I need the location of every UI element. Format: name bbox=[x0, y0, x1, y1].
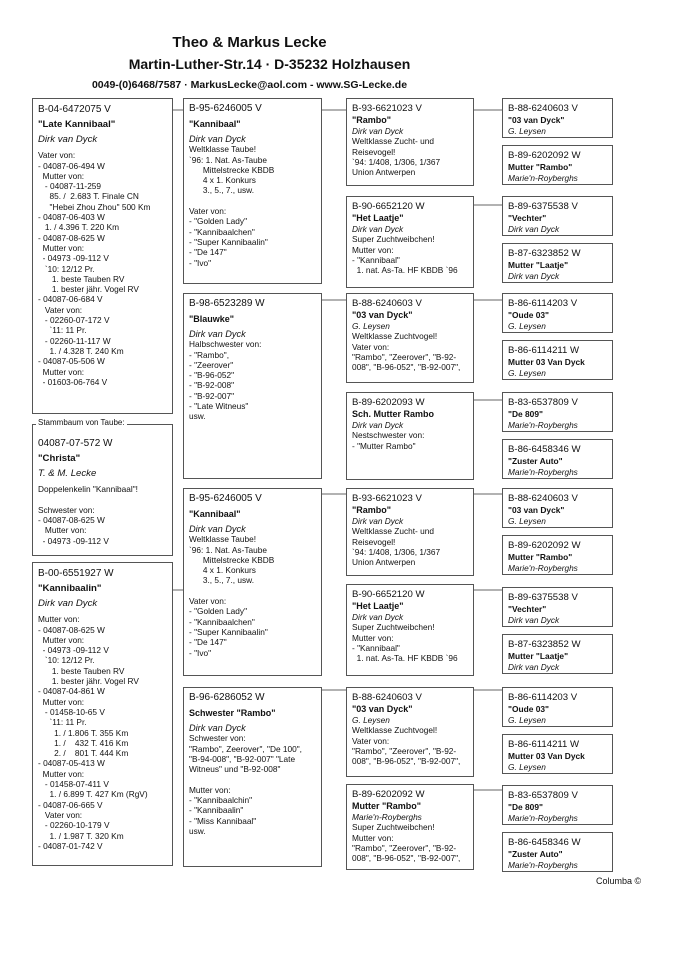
ring-number: B-04-6472075 V bbox=[38, 104, 111, 115]
ring-number: B-98-6523289 W bbox=[189, 298, 265, 309]
great-grandparent-box bbox=[346, 98, 474, 186]
ancestor-box bbox=[502, 587, 613, 627]
breeder: Marie'n-Royberghs bbox=[508, 860, 578, 870]
dam-sire-box bbox=[183, 488, 322, 676]
breeder: Dirk van Dyck bbox=[352, 516, 404, 526]
breeder: Dirk van Dyck bbox=[508, 224, 560, 234]
breeder: Marie'n-Royberghs bbox=[508, 813, 578, 823]
sire-dam-box bbox=[183, 293, 322, 479]
details: Halbschwester von: - "Rambo", - "Zeerover" - "B-96-052" - "B-92-008" - "B-92-007" - "Late Witneus" usw. bbox=[189, 339, 262, 422]
great-grandparent-box bbox=[346, 196, 474, 288]
breeder: G. Leysen bbox=[352, 715, 390, 725]
pigeon-name: Mutter 03 Van Dyck bbox=[508, 751, 585, 761]
ring-number: B-86-6114203 V bbox=[508, 692, 578, 703]
ring-number: B-96-6286052 W bbox=[189, 692, 265, 703]
details: Doppelenkelin "Kannibaal"! Schwester von: - 04087-08-625 W Mutter von: - 04973 -09-112 V bbox=[38, 484, 138, 546]
pigeon-name: Mutter "Laatje" bbox=[508, 651, 569, 661]
ring-number: B-83-6537809 V bbox=[508, 790, 578, 801]
dam-box bbox=[32, 562, 173, 866]
breeder: G. Leysen bbox=[508, 715, 546, 725]
breeder: Dirk van Dyck bbox=[189, 524, 246, 534]
details: Super Zuchtweibchen! Mutter von: - "Kannibaal" 1. nat. As-Ta. HF KBDB `96 bbox=[352, 234, 458, 276]
ring-number: B-86-6114203 V bbox=[508, 298, 578, 309]
pigeon-name: "Kannibaal" bbox=[189, 509, 241, 519]
details: Weltklasse Zuchtvogel! Vater von: "Rambo", "Zeerover", "B-92- 008", "B-96-052", "B-92-007", bbox=[352, 331, 461, 373]
pigeon-name: Mutter "Rambo" bbox=[508, 552, 573, 562]
breeder: Dirk van Dyck bbox=[189, 134, 246, 144]
ring-number: B-88-6240603 V bbox=[508, 493, 578, 504]
breeder: Marie'n-Royberghs bbox=[508, 467, 578, 477]
ring-number: B-88-6240603 V bbox=[508, 103, 578, 114]
pigeon-name: "Vechter" bbox=[508, 213, 547, 223]
details: Weltklasse Taube! `96: 1. Nat. As-Taube Mittelstrecke KBDB 4 x 1. Konkurs 3., 5., 7., usw. Vater von: - "Golden Lady" - "Kannibaalchen" - "Super Kannibaalin" - "De 147" - "Ivo" bbox=[189, 534, 275, 658]
details: Weltklasse Zuchtvogel! Vater von: "Rambo", "Zeerover", "B-92- 008", "B-96-052", "B-92-007", bbox=[352, 725, 461, 767]
breeder: Marie'n-Royberghs bbox=[508, 563, 578, 573]
details: Weltklasse Zucht- und Reisevogel! `94: 1/408, 1/306, 1/367 Union Antwerpen bbox=[352, 136, 441, 178]
ring-number: B-89-6202093 W bbox=[352, 397, 425, 408]
details: Nestschwester von: - "Mutter Rambo" bbox=[352, 430, 425, 451]
ancestor-box bbox=[502, 687, 613, 727]
breeder: Marie'n-Royberghs bbox=[508, 173, 578, 183]
pigeon-name: "Kannibaalin" bbox=[38, 583, 102, 594]
pigeon-name: "De 809" bbox=[508, 409, 543, 419]
ancestor-box bbox=[502, 243, 613, 283]
pigeon-name: Mutter 03 Van Dyck bbox=[508, 357, 585, 367]
breeder: Dirk van Dyck bbox=[508, 271, 560, 281]
sire-box bbox=[32, 98, 173, 414]
ancestor-box bbox=[502, 145, 613, 185]
ring-number: B-88-6240603 V bbox=[352, 298, 422, 309]
pigeon-name: "Blauwke" bbox=[189, 314, 235, 324]
ring-number: B-89-6202092 W bbox=[508, 540, 581, 551]
breeder: Dirk van Dyck bbox=[38, 134, 98, 145]
pigeon-name: "Rambo" bbox=[352, 115, 392, 125]
ring-number: B-89-6375538 V bbox=[508, 592, 578, 603]
ancestor-box bbox=[502, 734, 613, 774]
great-grandparent-box bbox=[346, 784, 474, 870]
breeder: G. Leysen bbox=[352, 321, 390, 331]
pigeon-name: "03 van Dyck" bbox=[508, 505, 565, 515]
pedigree-label: Stammbaum von Taube: bbox=[38, 418, 125, 427]
details: Super Zuchtweibchen! Mutter von: - "Kannibaal" 1. nat. As-Ta. HF KBDB `96 bbox=[352, 622, 458, 664]
pigeon-name: "Kannibaal" bbox=[189, 119, 241, 129]
pigeon-name: "Het Laatje" bbox=[352, 213, 404, 223]
details: Vater von: - 04087-06-494 W Mutter von: - 04087-11-259 85. / 2.683 T. Finale CN "Hebei Zhou Zhou" 500 Km - 04087-06-403 W 1. / 4.396 T. 220 Km - 04087-08-625 W Mutter von: - 04973 -09-112 V `10: 12/12 Pr. 1. beste Tauben RV 1. bester jähr. Vogel RV - 04087-06-684 V Vater von: - 02260-07-172 V `11: 11 Pr. - 02260-11-117 W 1. / 4.328 T. 240 Km - 04087-05-506 W Mutter von: - 01603-06-764 V bbox=[38, 150, 151, 387]
breeder: Dirk van Dyck bbox=[352, 126, 404, 136]
ancestor-box bbox=[502, 98, 613, 138]
pigeon-name: "Het Laatje" bbox=[352, 601, 404, 611]
ring-number: B-90-6652120 W bbox=[352, 589, 425, 600]
pigeon-name: "Rambo" bbox=[352, 505, 392, 515]
breeder: Dirk van Dyck bbox=[508, 615, 560, 625]
ring-number: B-89-6375538 V bbox=[508, 201, 578, 212]
ancestor-box bbox=[502, 196, 613, 236]
details: Weltklasse Zucht- und Reisevogel! `94: 1/408, 1/306, 1/367 Union Antwerpen bbox=[352, 526, 441, 568]
great-grandparent-box bbox=[346, 584, 474, 676]
pigeon-name: Mutter "Laatje" bbox=[508, 260, 569, 270]
breeder-address: Martin-Luther-Str.14 · D-35232 Holzhausen bbox=[128, 56, 411, 72]
ring-number: B-87-6323852 W bbox=[508, 639, 581, 650]
pigeon-name: "03 van Dyck" bbox=[508, 115, 565, 125]
ancestor-box bbox=[502, 535, 613, 575]
ring-number: B-93-6621023 V bbox=[352, 103, 422, 114]
details: Weltklasse Taube! `96: 1. Nat. As-Taube Mittelstrecke KBDB 4 x 1. Konkurs 3., 5., 7., usw. Vater von: - "Golden Lady" - "Kannibaalchen" - "Super Kannibaalin" - "De 147" - "Ivo" bbox=[189, 144, 275, 268]
ancestor-box bbox=[502, 340, 613, 380]
ring-number: B-90-6652120 W bbox=[352, 201, 425, 212]
breeder: T. & M. Lecke bbox=[38, 468, 97, 479]
pigeon-name: "Zuster Auto" bbox=[508, 849, 563, 859]
ring-number: B-86-6458346 W bbox=[508, 837, 581, 848]
pigeon-name: "Christa" bbox=[38, 453, 81, 464]
breeder: G. Leysen bbox=[508, 321, 546, 331]
breeder: G. Leysen bbox=[508, 516, 546, 526]
ancestor-box bbox=[502, 832, 613, 872]
ancestor-box bbox=[502, 439, 613, 479]
details: Mutter von: - 04087-08-625 W Mutter von: - 04973 -09-112 V `10: 12/12 Pr. 1. beste Tauben RV 1. bester jähr. Vogel RV - 04087-04-861 W Mutter von: - 01458-10-65 V `11: 11 Pr. 1. / 1.806 T. 355 Km 1. / 432 T. 416 Km 2. / 801 T. 444 Km - 04087-05-413 W Mutter von: - 01458-07-411 V 1. / 6.899 T. 427 Km (RgV) - 04087-06-665 V Vater von: - 02260-10-179 V 1. / 1.987 T. 320 Km - 04087-01-742 V bbox=[38, 614, 148, 851]
ring-number: B-83-6537809 V bbox=[508, 397, 578, 408]
great-grandparent-box bbox=[346, 392, 474, 480]
ring-number: B-89-6202092 W bbox=[352, 789, 425, 800]
ancestor-box bbox=[502, 488, 613, 528]
ring-number: B-87-6323852 W bbox=[508, 248, 581, 259]
pigeon-name: "Late Kannibaal" bbox=[38, 119, 116, 130]
subject-box bbox=[32, 424, 173, 556]
breeder-contact: 0049-(0)6468/7587 · MarkusLecke@aol.com - www.SG-Lecke.de bbox=[91, 79, 408, 91]
pigeon-name: Mutter "Rambo" bbox=[352, 801, 422, 811]
great-grandparent-box bbox=[346, 687, 474, 777]
details: Super Zuchtweibchen! Mutter von: "Rambo", "Zeerover", "B-92- 008", "B-96-052", "B-92-007", bbox=[352, 822, 461, 864]
ring-number: B-89-6202092 W bbox=[508, 150, 581, 161]
breeder: Dirk van Dyck bbox=[189, 723, 246, 733]
pigeon-name: "Vechter" bbox=[508, 604, 547, 614]
ring-number: B-86-6114211 W bbox=[508, 345, 580, 356]
ancestor-box bbox=[502, 392, 613, 432]
breeder-name: Theo & Markus Lecke bbox=[172, 34, 327, 51]
ring-number: B-95-6246005 V bbox=[189, 103, 262, 114]
breeder: Dirk van Dyck bbox=[352, 612, 404, 622]
breeder: Dirk van Dyck bbox=[352, 224, 404, 234]
breeder: Marie'n-Royberghs bbox=[352, 812, 422, 822]
ancestor-box bbox=[502, 634, 613, 674]
pigeon-name: "03 van Dyck" bbox=[352, 704, 413, 714]
pigeon-name: Mutter "Rambo" bbox=[508, 162, 573, 172]
dam-dam-box bbox=[183, 687, 322, 867]
breeder: Dirk van Dyck bbox=[38, 598, 98, 609]
ring-number: 04087-07-572 W bbox=[38, 438, 113, 449]
breeder: G. Leysen bbox=[508, 368, 546, 378]
breeder: Dirk van Dyck bbox=[352, 420, 404, 430]
breeder: G. Leysen bbox=[508, 126, 546, 136]
great-grandparent-box bbox=[346, 293, 474, 383]
ring-number: B-95-6246005 V bbox=[189, 493, 262, 504]
breeder: Marie'n-Royberghs bbox=[508, 420, 578, 430]
pigeon-name: "Oude 03" bbox=[508, 704, 549, 714]
pigeon-name: "De 809" bbox=[508, 802, 543, 812]
pigeon-name: "03 van Dyck" bbox=[352, 310, 413, 320]
ring-number: B-00-6551927 W bbox=[38, 568, 114, 579]
copyright: Columba © bbox=[596, 876, 642, 886]
pigeon-name: "Zuster Auto" bbox=[508, 456, 563, 466]
pigeon-name: "Oude 03" bbox=[508, 310, 549, 320]
ring-number: B-86-6114211 W bbox=[508, 739, 580, 750]
breeder: Dirk van Dyck bbox=[189, 329, 246, 339]
great-grandparent-box bbox=[346, 488, 474, 576]
pigeon-name: Schwester "Rambo" bbox=[189, 708, 276, 718]
details: Schwester von: "Rambo", Zeerover", "De 100", "B-94-008", "B-92-007" "Late Witneus" und "B-92-008" Mutter von: - "Kannibaalchin" - "Kannibaalin" - "Miss Kannibaal" usw. bbox=[189, 733, 302, 836]
ring-number: B-88-6240603 V bbox=[352, 692, 422, 703]
breeder: G. Leysen bbox=[508, 762, 546, 772]
breeder: Dirk van Dyck bbox=[508, 662, 560, 672]
sire-sire-box bbox=[183, 98, 322, 284]
pigeon-name: Sch. Mutter Rambo bbox=[352, 409, 435, 419]
ancestor-box bbox=[502, 293, 613, 333]
ring-number: B-93-6621023 V bbox=[352, 493, 422, 504]
ancestor-box bbox=[502, 785, 613, 825]
ring-number: B-86-6458346 W bbox=[508, 444, 581, 455]
